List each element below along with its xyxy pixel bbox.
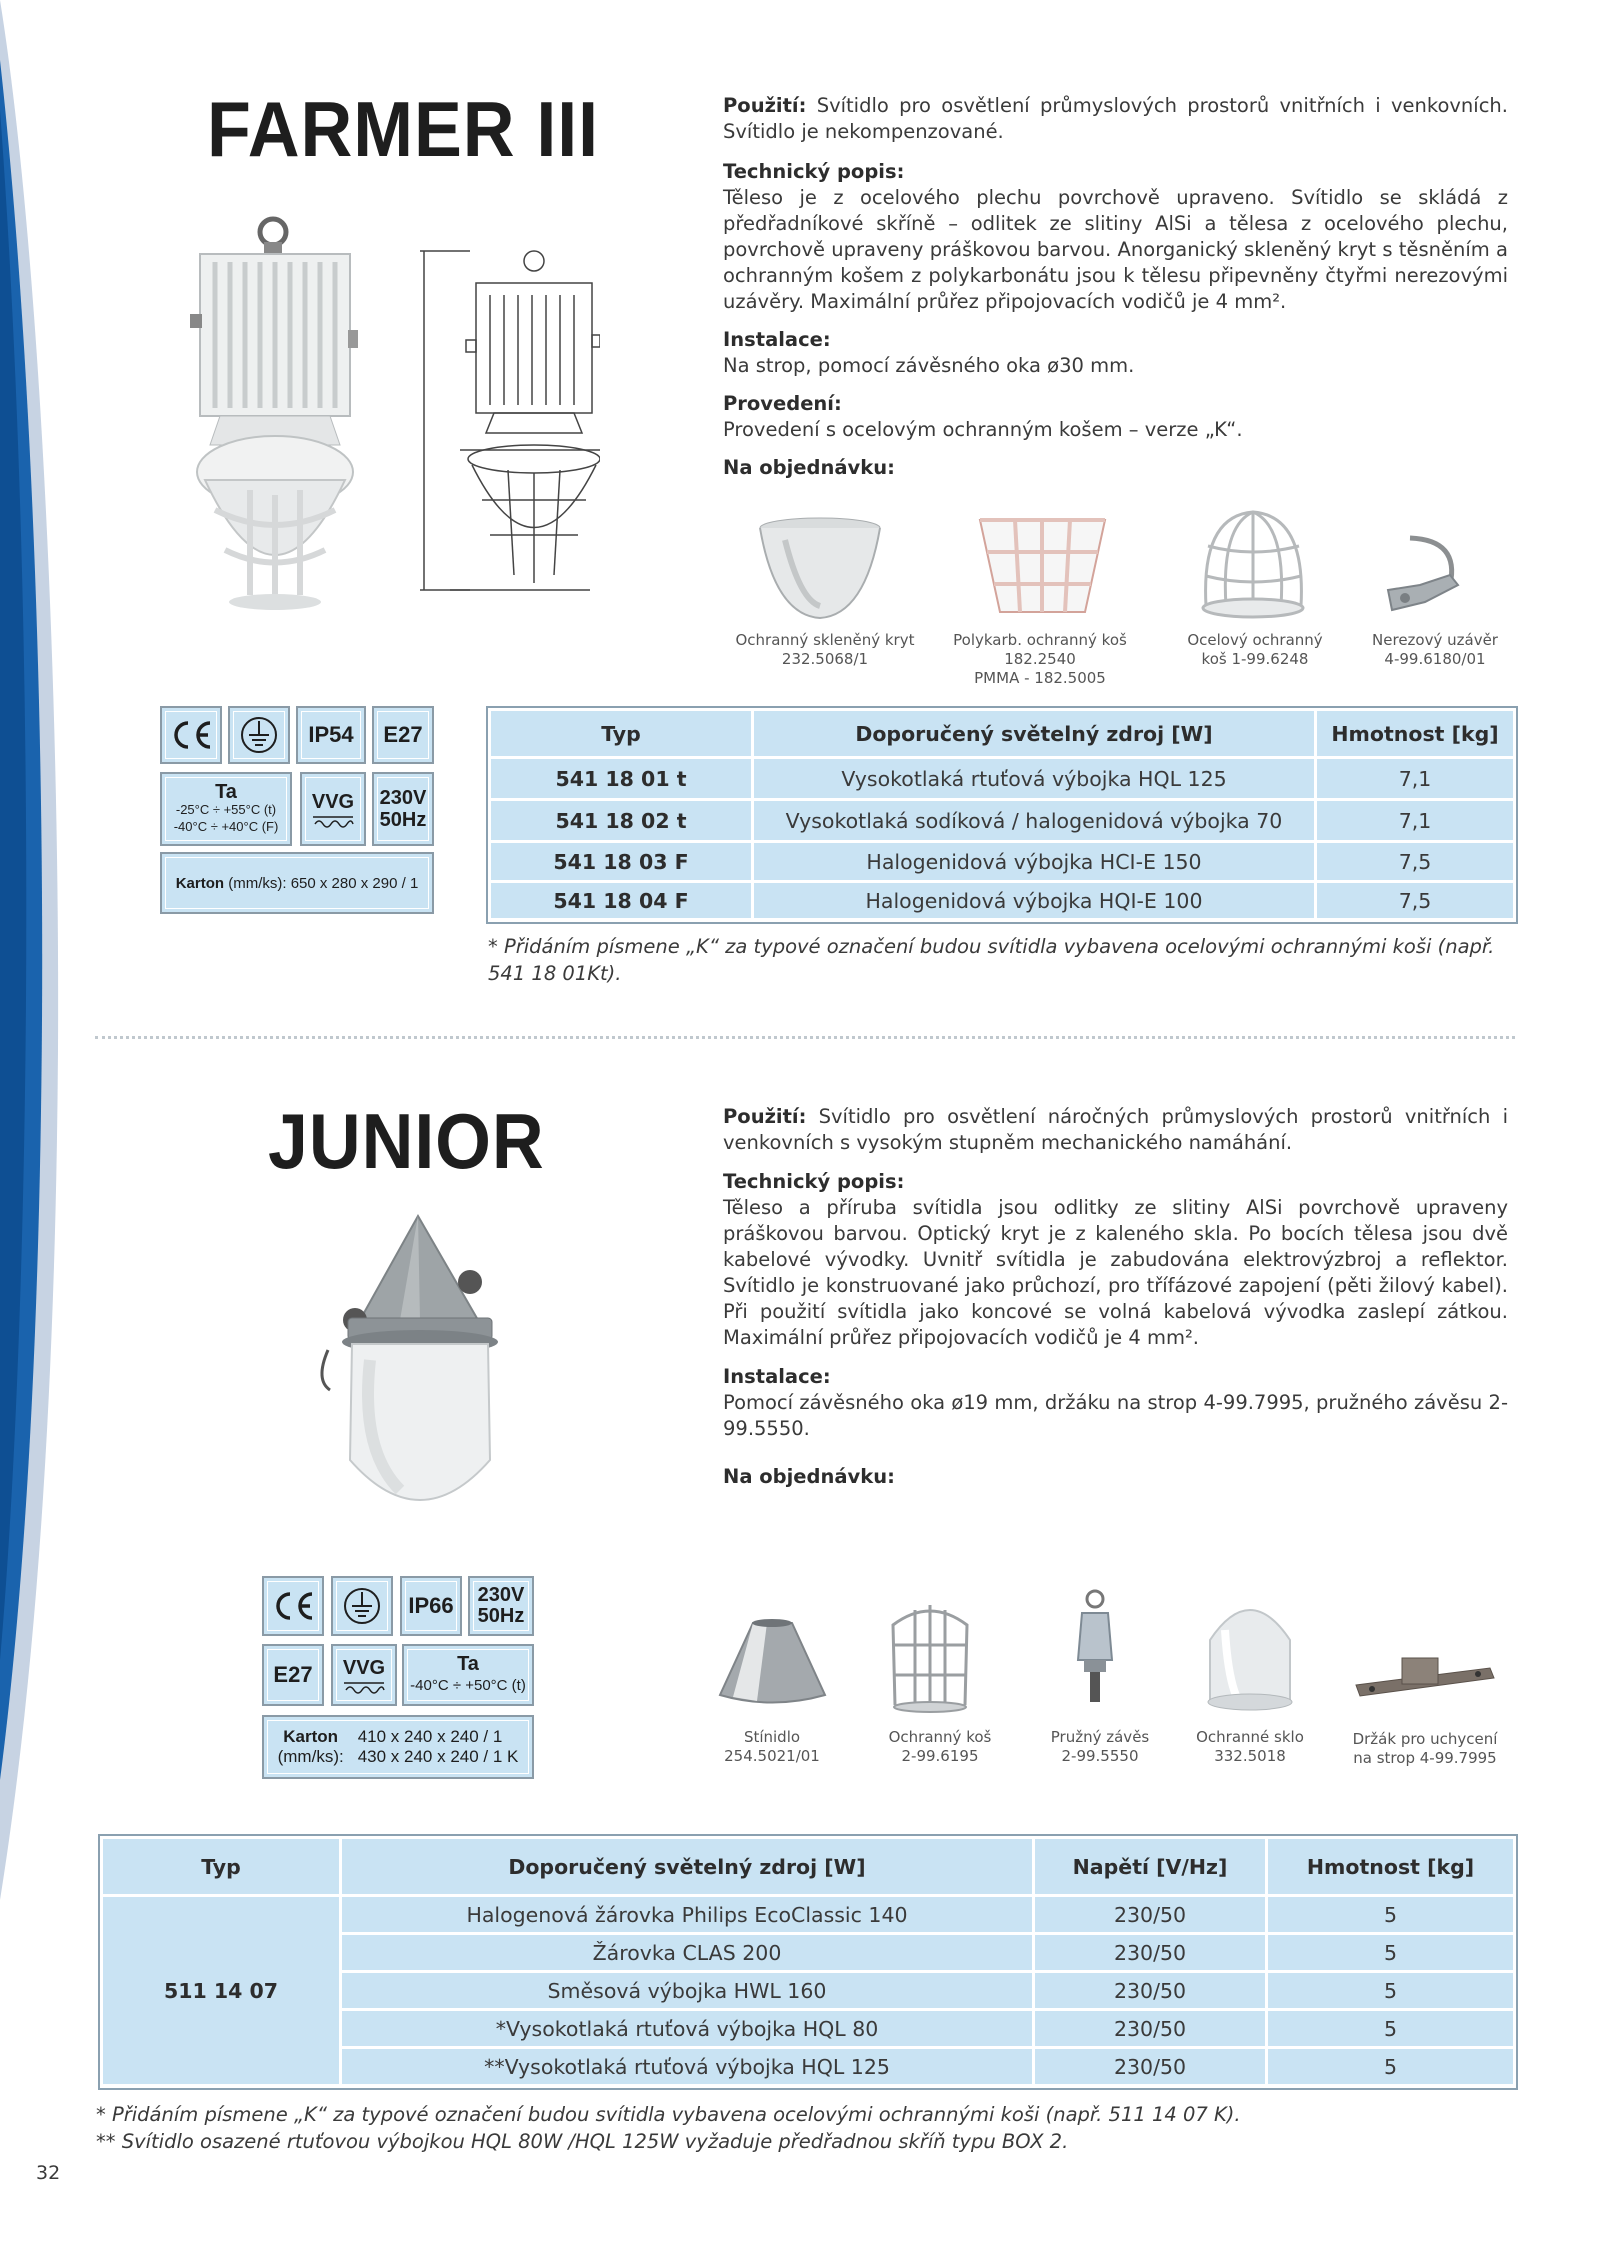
farmer-footnote: * Přidáním písmene „K“ za typové označení budou svítidla vybavena ocelovými ochrannými koši (např. 541 18 01Kt). xyxy=(488,935,1495,985)
farmer-product-photo xyxy=(170,210,380,610)
farmer-install-text: Na strop, pomocí závěsného oka ø30 mm. xyxy=(723,354,1135,377)
table-row xyxy=(490,758,1515,800)
accessory-basket-image xyxy=(885,1595,975,1715)
ta-label: Ta xyxy=(215,780,237,803)
column-header: Typ xyxy=(490,710,753,758)
light-source-cell: Halogenová žárovka Philips EcoClassic 140 xyxy=(341,1896,1034,1934)
farmer-use-text: Svítidlo pro osvětlení průmyslových prostorů vnitřních i venkovních. Svítidlo je nekompenzované. xyxy=(723,94,1508,143)
ce-mark-icon xyxy=(270,1589,316,1623)
column-header: Napětí [V/Hz] xyxy=(1034,1838,1267,1896)
product-title-farmer: FARMER III xyxy=(207,85,599,173)
table-header-row xyxy=(490,710,1515,758)
section-divider xyxy=(95,1036,1515,1039)
accessory-ceiling-bracket-image xyxy=(1350,1640,1500,1710)
accessory-caption xyxy=(1325,1730,1525,1768)
ip-rating-badge xyxy=(296,706,366,764)
page-number: 32 xyxy=(36,2162,61,2184)
type-cell: 541 18 03 F xyxy=(490,842,753,882)
weight-cell: 7,5 xyxy=(1316,842,1515,882)
junior-footnote-1: * Přidáním písmene „K“ za typové označení budou svítidla vybavena ocelovými ochrannými koši (např. 511 14 07 K). xyxy=(96,2103,1241,2126)
ip-rating-label: IP66 xyxy=(408,1593,454,1618)
karton-badge xyxy=(262,1715,534,1779)
accessory-code: 2-99.5550 xyxy=(1061,1747,1139,1765)
vvg-label: VVG xyxy=(342,1656,386,1679)
column-header: Doporučený světelný zdroj [W] xyxy=(341,1838,1034,1896)
voltage-cell: 230/50 xyxy=(1034,1934,1267,1972)
junior-install-text: Pomocí závěsného oka ø19 mm, držáku na strop 4-99.7995, pružného závěsu 2-99.5550. xyxy=(723,1391,1508,1440)
table-header-row xyxy=(102,1838,1515,1896)
accessory-caption xyxy=(725,631,925,669)
farmer-order-label: Na objednávku: xyxy=(723,456,895,479)
accessory-caption xyxy=(1160,631,1350,669)
voltage-cell: 230/50 xyxy=(1034,1972,1267,2010)
socket-label: E27 xyxy=(383,722,423,747)
farmer-tech-text: Těleso je z ocelového plechu povrchově upraveno. Svítidlo se skládá z předřadníkové skříně – odlitek ze slitiny AlSi a tělesa z ocelového plechu, povrchově upraveny práškovou barvou. Anorganický skleněný kryt s těsněním a ochranným košem z polykarbonátu jsou k tělesu připevněny čtyřmi nerezovými uzávěry. Maximální průřez připojovacích vodičů je 4 mm². xyxy=(723,186,1508,313)
table-row xyxy=(102,1896,1515,1934)
accessory-spring-hanger-image xyxy=(1060,1585,1130,1715)
junior-description xyxy=(723,1104,1508,1504)
accessory-caption xyxy=(1170,1728,1330,1766)
accessory-caption xyxy=(860,1728,1020,1766)
protective-earth-icon xyxy=(342,1586,382,1626)
table-row xyxy=(490,842,1515,882)
socket-label: E27 xyxy=(273,1662,313,1687)
accessory-code-alt: PMMA - 182.5005 xyxy=(974,669,1106,687)
frequency-label: 50Hz xyxy=(379,809,427,831)
column-header: Hmotnost [kg] xyxy=(1316,710,1515,758)
junior-footnote-2: ** Svítidlo osazené rtuťovou výbojkou HQL 80W /HQL 125W vyžaduje předřadnou skříň typu BOX 2. xyxy=(96,2130,1069,2153)
accessory-shade-image xyxy=(715,1615,830,1710)
product-title-junior: JUNIOR xyxy=(268,1097,545,1185)
farmer-install-label: Instalace: xyxy=(723,328,831,351)
type-cell: 541 18 04 F xyxy=(490,882,753,920)
weight-cell: 5 xyxy=(1267,2010,1515,2048)
ip-rating-badge xyxy=(400,1576,462,1636)
accessory-caption xyxy=(945,631,1135,688)
karton-badge xyxy=(160,852,434,914)
ip-rating-label: IP54 xyxy=(308,722,354,747)
accessory-name: Ochranné sklo xyxy=(1196,1728,1304,1746)
farmer-spec-table xyxy=(488,708,1516,921)
light-source-cell: Halogenidová výbojka HCI-E 150 xyxy=(753,842,1316,882)
weight-cell: 5 xyxy=(1267,1896,1515,1934)
accessory-stainless-latch-image xyxy=(1380,530,1470,620)
light-source-cell: *Vysokotlaká rtuťová výbojka HQL 80 xyxy=(341,2010,1034,2048)
vvg-label: VVG xyxy=(311,790,355,813)
column-header: Doporučený světelný zdroj [W] xyxy=(753,710,1316,758)
farmer-version-label: Provedení: xyxy=(723,392,842,415)
farmer-technical-drawing xyxy=(410,245,600,595)
table-row xyxy=(490,882,1515,920)
voltage-label: 230V xyxy=(379,787,427,809)
accessory-name: Stínidlo xyxy=(743,1728,801,1746)
light-source-cell: Vysokotlaká sodíková / halogenidová výbojka 70 xyxy=(753,800,1316,842)
accessory-caption xyxy=(1020,1728,1180,1766)
karton-dimensions: 410 x 240 x 240 / 1 xyxy=(357,1727,503,1746)
ground-symbol-badge xyxy=(228,706,290,764)
light-source-cell: Vysokotlaká rtuťová výbojka HQL 125 xyxy=(753,758,1316,800)
accessory-name: Ochranný koš xyxy=(888,1728,992,1746)
junior-use-text: Svítidlo pro osvětlení náročných průmyslových prostorů vnitřních i venkovních s vysokým stupněm mechanického namáhání. xyxy=(723,1105,1508,1154)
ta-range: -40°C ÷ +50°C (t) xyxy=(410,1677,526,1694)
ground-symbol-badge xyxy=(331,1576,393,1636)
farmer-description xyxy=(723,93,1508,495)
accessory-code: 254.5021/01 xyxy=(724,1747,820,1765)
accessory-glass-cover-image xyxy=(755,510,885,620)
accessory-name: Polykarb. ochranný koš xyxy=(953,631,1127,649)
accessory-code: 2-99.6195 xyxy=(901,1747,979,1765)
decorative-swoosh xyxy=(0,0,80,2263)
karton-label: Karton xyxy=(175,874,225,892)
ce-mark-badge xyxy=(160,706,222,764)
farmer-version-text: Provedení s ocelovým ochranným košem – verze „K“. xyxy=(723,418,1243,441)
weight-cell: 5 xyxy=(1267,2048,1515,2086)
type-cell: 511 14 07 xyxy=(102,1896,341,2086)
karton-dimensions: (mm/ks): 650 x 280 x 290 / 1 xyxy=(224,874,419,892)
column-header: Typ xyxy=(102,1838,341,1896)
accessory-protective-glass-image xyxy=(1200,1590,1300,1715)
voltage-cell: 230/50 xyxy=(1034,2010,1267,2048)
light-source-cell: **Vysokotlaká rtuťová výbojka HQL 125 xyxy=(341,2048,1034,2086)
light-source-cell: Směsová výbojka HWL 160 xyxy=(341,1972,1034,2010)
ce-mark-badge xyxy=(262,1576,324,1636)
accessory-code: 332.5018 xyxy=(1214,1747,1286,1765)
junior-order-label: Na objednávku: xyxy=(723,1465,895,1488)
accessory-polycarb-basket-image xyxy=(975,512,1110,617)
accessory-code: 232.5068/1 xyxy=(781,650,869,668)
ta-range: -40°C ÷ +40°C (F) xyxy=(173,818,279,834)
junior-install-label: Instalace: xyxy=(723,1365,831,1388)
junior-tech-text: Těleso a příruba svítidla jsou odlitky ze slitiny AlSi povrchově upraveny práškovou barvou. Optický kryt je z kaleného skla. Po bocích tělesa jsou dvě kabelové vývodky. Uvnitř svítidla je zabudována elektrovýzbroj a reflektor. Svítidlo je konstruované jako průchozí, pro třífázové zapojení (pěti žilový kabel). Při použití svítidla jako koncové se volná kabelová vývodka zaslepí zátkou. Maximální průřez připojovacích vodičů je 4 mm². xyxy=(723,1196,1508,1349)
light-source-cell: Žárovka CLAS 200 xyxy=(341,1934,1034,1972)
weight-cell: 7,5 xyxy=(1316,882,1515,920)
ce-mark-icon xyxy=(168,718,214,752)
farmer-tech-label: Technický popis: xyxy=(723,160,905,183)
accessory-name: Pružný závěs xyxy=(1050,1728,1150,1746)
ballast-wave-icon xyxy=(342,1680,386,1694)
accessory-caption xyxy=(1340,631,1530,669)
junior-product-photo xyxy=(300,1210,530,1530)
accessory-code: 182.2540 xyxy=(1004,650,1076,668)
voltage-badge xyxy=(468,1576,534,1636)
accessory-code: 4-99.6180/01 xyxy=(1384,650,1486,668)
ambient-temp-badge xyxy=(160,772,292,846)
weight-cell: 5 xyxy=(1267,1934,1515,1972)
light-source-cell: Halogenidová výbojka HQI-E 100 xyxy=(753,882,1316,920)
protective-earth-icon xyxy=(239,715,279,755)
accessory-caption xyxy=(692,1728,852,1766)
accessory-name: Ochranný skleněný kryt xyxy=(735,631,915,649)
voltage-cell: 230/50 xyxy=(1034,1896,1267,1934)
junior-use-label: Použití: xyxy=(723,1105,807,1128)
farmer-use-label: Použití: xyxy=(723,94,807,117)
vvg-badge xyxy=(300,772,366,846)
accessory-name: Nerezový uzávěr xyxy=(1372,631,1498,649)
accessory-name: Držák pro uchycení xyxy=(1352,1730,1498,1748)
accessory-name: Ocelový ochranný xyxy=(1187,631,1323,649)
weight-cell: 7,1 xyxy=(1316,800,1515,842)
karton-label: Karton xyxy=(283,1727,339,1746)
frequency-label: 50Hz xyxy=(477,1605,525,1627)
weight-cell: 7,1 xyxy=(1316,758,1515,800)
ta-range: -25°C ÷ +55°C (t) xyxy=(175,801,277,817)
accessory-code: na strop 4-99.7995 xyxy=(1353,1749,1497,1767)
ambient-temp-badge xyxy=(402,1644,534,1706)
socket-badge xyxy=(262,1644,324,1706)
type-cell: 541 18 02 t xyxy=(490,800,753,842)
karton-unit: (mm/ks): xyxy=(277,1747,344,1766)
weight-cell: 5 xyxy=(1267,1972,1515,2010)
voltage-label: 230V xyxy=(477,1584,525,1606)
junior-spec-table xyxy=(100,1836,1516,2087)
karton-dimensions: 430 x 240 x 240 / 1 K xyxy=(357,1747,519,1766)
voltage-cell: 230/50 xyxy=(1034,2048,1267,2086)
ta-label: Ta xyxy=(457,1653,479,1675)
column-header: Hmotnost [kg] xyxy=(1267,1838,1515,1896)
vvg-badge xyxy=(331,1644,397,1706)
table-row xyxy=(490,800,1515,842)
ballast-wave-icon xyxy=(311,814,355,828)
type-cell: 541 18 01 t xyxy=(490,758,753,800)
junior-tech-label: Technický popis: xyxy=(723,1170,905,1193)
socket-badge xyxy=(372,706,434,764)
accessory-steel-basket-image xyxy=(1196,506,1311,621)
accessory-code: koš 1-99.6248 xyxy=(1201,650,1309,668)
voltage-badge xyxy=(372,772,434,846)
